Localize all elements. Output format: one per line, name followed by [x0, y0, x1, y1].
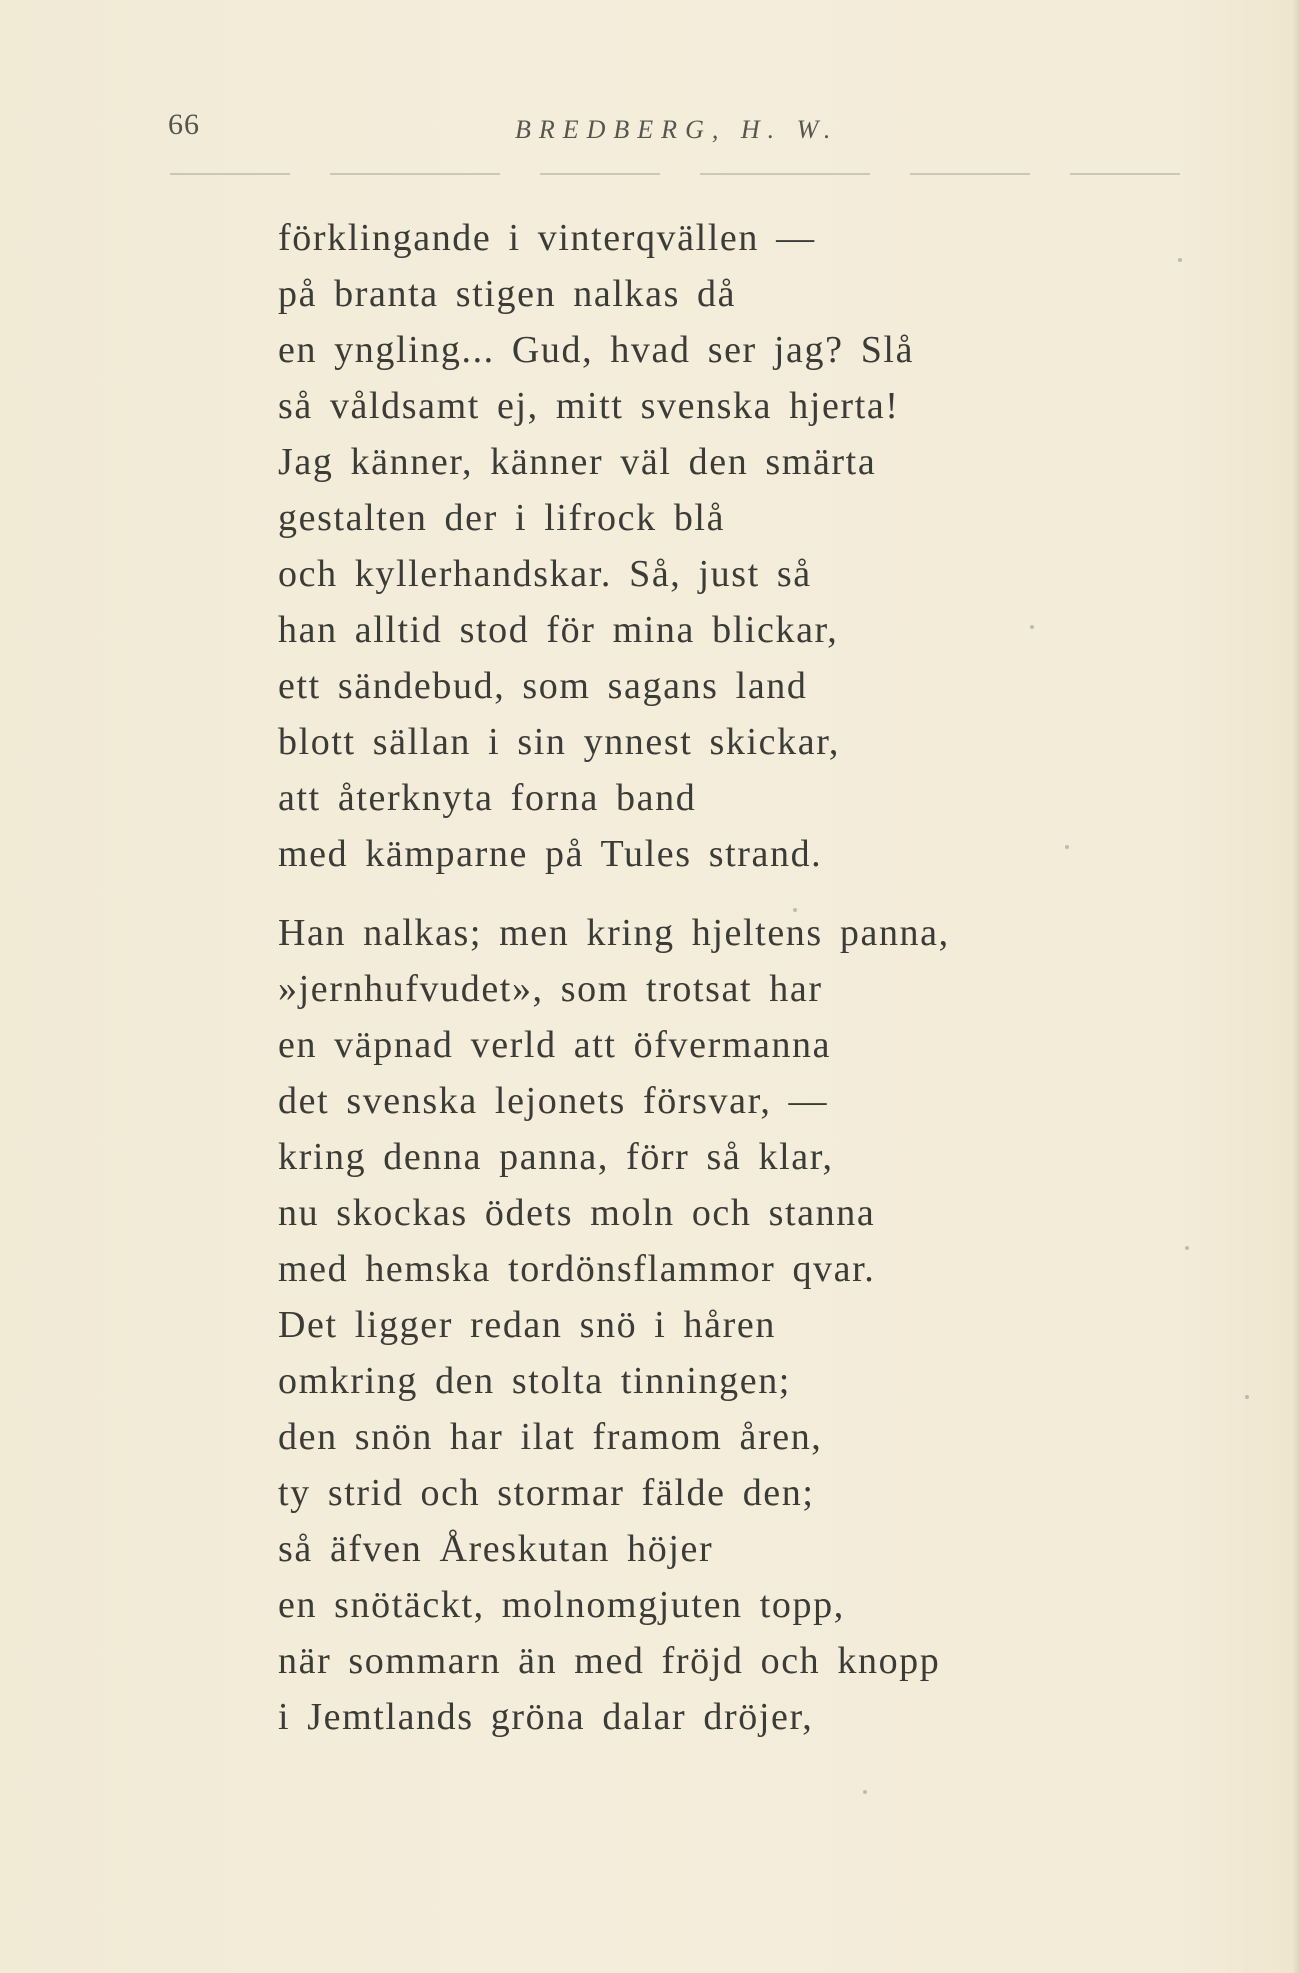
- stanza-2: [278, 905, 950, 1745]
- verse-line: en yngling... Gud, hvad ser jag? Slå: [278, 329, 915, 371]
- paper-speck: [1245, 1395, 1249, 1399]
- verse-line: han alltid stod för mina blickar,: [278, 609, 839, 651]
- page-edge-shadow: [1292, 0, 1300, 1973]
- verse-line: Han nalkas; men kring hjeltens panna,: [278, 912, 950, 954]
- page-number: 66: [168, 108, 200, 141]
- verse-line: förklingande i vinterqvällen —: [278, 217, 816, 259]
- verse-line: att återknyta forna band: [278, 777, 697, 819]
- verse-line: i Jemtlands gröna dalar dröjer,: [278, 1696, 814, 1738]
- verse-line: så våldsamt ej, mitt svenska hjerta!: [278, 385, 900, 427]
- running-head: BREDBERG, H. W.: [515, 115, 839, 144]
- verse-line: en snötäckt, molnomgjuten topp,: [278, 1584, 845, 1626]
- paper-speck: [1030, 625, 1034, 629]
- verse-line: så äfven Åreskutan höjer: [278, 1528, 714, 1570]
- verse-line: kring denna panna, förr så klar,: [278, 1136, 834, 1178]
- verse-line: på branta stigen nalkas då: [278, 273, 737, 315]
- paper-speck: [1185, 1246, 1189, 1250]
- verse-line: ty strid och stormar fälde den;: [278, 1472, 815, 1514]
- paper-speck: [1178, 258, 1182, 262]
- stanza-1: [278, 210, 914, 882]
- verse-line: den snön har ilat framom åren,: [278, 1416, 823, 1458]
- verse-line: omkring den stolta tinningen;: [278, 1360, 791, 1402]
- header-rule: [170, 173, 1180, 175]
- paper-speck: [1065, 845, 1069, 849]
- verse-line: Det ligger redan snö i håren: [278, 1304, 776, 1346]
- verse-line: det svenska lejonets försvar, —: [278, 1080, 829, 1122]
- verse-line: och kyllerhandskar. Så, just så: [278, 553, 812, 595]
- paper-speck: [793, 908, 797, 912]
- verse-line: ett sändebud, som sagans land: [278, 665, 808, 707]
- verse-line: »jernhufvudet», som trotsat har: [278, 968, 823, 1010]
- verse-line: med hemska tordönsflammor qvar.: [278, 1248, 876, 1290]
- verse-line: med kämparne på Tules strand.: [278, 833, 823, 875]
- paper-speck: [863, 1790, 867, 1794]
- verse-line: nu skockas ödets moln och stanna: [278, 1192, 876, 1234]
- verse-line: Jag känner, känner väl den smärta: [278, 441, 877, 483]
- verse-line: gestalten der i lifrock blå: [278, 497, 726, 539]
- verse-line: när sommarn än med fröjd och knopp: [278, 1640, 941, 1682]
- verse-line: blott sällan i sin ynnest skickar,: [278, 721, 841, 763]
- verse-line: en väpnad verld att öfvermanna: [278, 1024, 832, 1066]
